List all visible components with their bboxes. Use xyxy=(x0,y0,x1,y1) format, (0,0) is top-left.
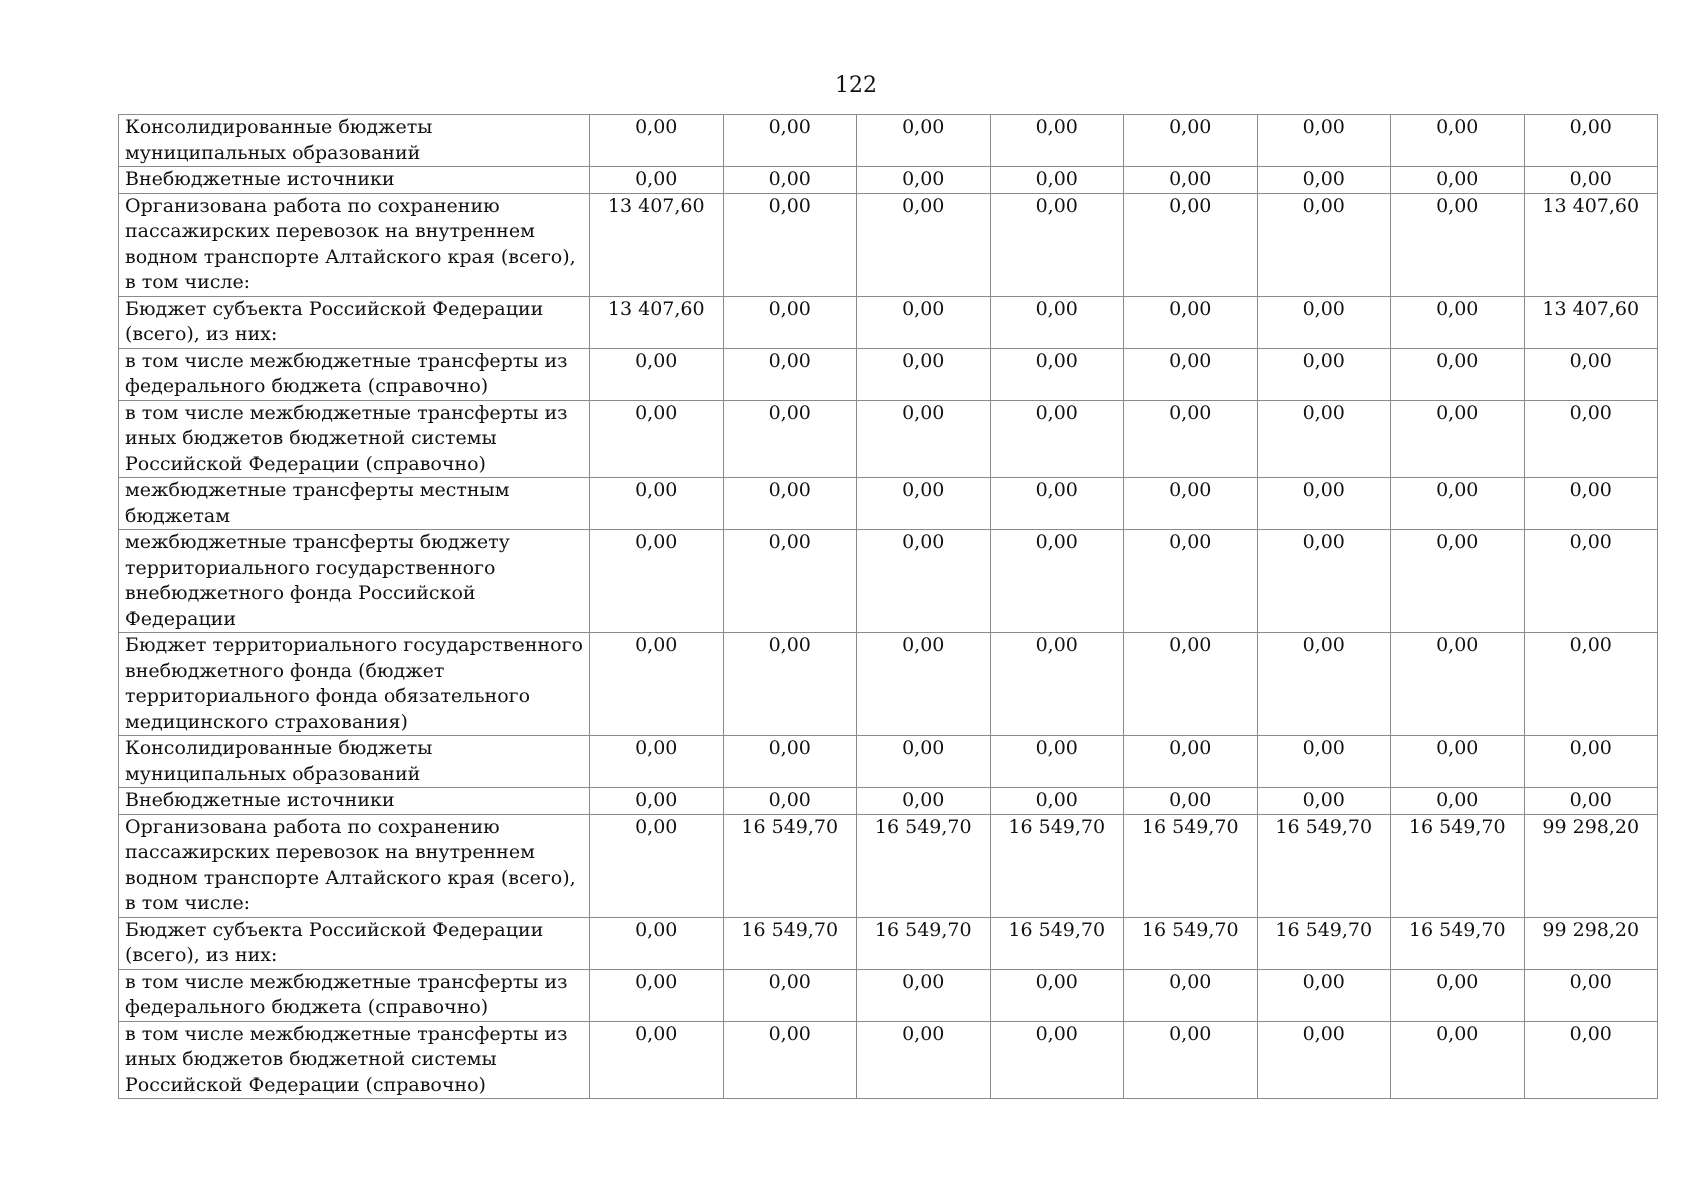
value-cell: 0,00 xyxy=(1524,530,1658,633)
value-cell: 0,00 xyxy=(1391,348,1525,400)
table-row xyxy=(119,788,1658,815)
table-row xyxy=(119,969,1658,1021)
value-cell: 0,00 xyxy=(1257,633,1391,736)
value-cell: 0,00 xyxy=(590,969,724,1021)
value-cell: 0,00 xyxy=(1257,167,1391,194)
row-label: межбюджетные трансферты бюджету территориального государственного внебюджетного фонда Российской Федерации xyxy=(119,530,590,633)
value-cell: 0,00 xyxy=(590,814,724,917)
value-cell: 0,00 xyxy=(990,736,1124,788)
value-cell: 0,00 xyxy=(990,400,1124,478)
value-cell: 0,00 xyxy=(1124,1021,1258,1099)
value-cell: 0,00 xyxy=(1257,193,1391,296)
row-label: в том числе межбюджетные трансферты из федерального бюджета (справочно) xyxy=(119,348,590,400)
table-row xyxy=(119,167,1658,194)
value-cell: 0,00 xyxy=(1124,400,1258,478)
value-cell: 0,00 xyxy=(590,633,724,736)
value-cell: 13 407,60 xyxy=(1524,296,1658,348)
value-cell: 0,00 xyxy=(857,193,991,296)
value-cell: 0,00 xyxy=(857,296,991,348)
table-row xyxy=(119,348,1658,400)
value-cell: 16 549,70 xyxy=(1391,814,1525,917)
value-cell: 0,00 xyxy=(723,348,857,400)
value-cell: 0,00 xyxy=(1257,530,1391,633)
value-cell: 0,00 xyxy=(590,400,724,478)
value-cell: 0,00 xyxy=(1391,400,1525,478)
value-cell: 0,00 xyxy=(590,348,724,400)
value-cell: 0,00 xyxy=(990,530,1124,633)
value-cell: 0,00 xyxy=(723,115,857,167)
page-number: 122 xyxy=(835,73,877,98)
value-cell: 0,00 xyxy=(857,400,991,478)
row-label: Бюджет территориального государственного внебюджетного фонда (бюджет территориального фонда обязательного медицинского страхования) xyxy=(119,633,590,736)
value-cell: 0,00 xyxy=(1257,969,1391,1021)
value-cell: 0,00 xyxy=(857,788,991,815)
value-cell: 0,00 xyxy=(1524,1021,1658,1099)
value-cell: 0,00 xyxy=(1524,969,1658,1021)
value-cell: 0,00 xyxy=(590,478,724,530)
value-cell: 0,00 xyxy=(857,1021,991,1099)
row-label: в том числе межбюджетные трансферты из федерального бюджета (справочно) xyxy=(119,969,590,1021)
table-row xyxy=(119,115,1658,167)
value-cell: 0,00 xyxy=(990,296,1124,348)
value-cell: 0,00 xyxy=(723,478,857,530)
value-cell: 0,00 xyxy=(990,478,1124,530)
value-cell: 0,00 xyxy=(1257,348,1391,400)
value-cell: 0,00 xyxy=(1124,736,1258,788)
value-cell: 16 549,70 xyxy=(857,917,991,969)
row-label: Организована работа по сохранению пассажирских перевозок на внутреннем водном транспорте Алтайского края (всего), в том числе: xyxy=(119,814,590,917)
value-cell: 0,00 xyxy=(723,530,857,633)
row-label: Бюджет субъекта Российской Федерации (всего), из них: xyxy=(119,917,590,969)
value-cell: 0,00 xyxy=(857,633,991,736)
value-cell: 0,00 xyxy=(990,167,1124,194)
value-cell: 0,00 xyxy=(1524,400,1658,478)
table-row xyxy=(119,736,1658,788)
value-cell: 0,00 xyxy=(1257,296,1391,348)
value-cell: 0,00 xyxy=(1124,115,1258,167)
value-cell: 0,00 xyxy=(1524,478,1658,530)
value-cell: 0,00 xyxy=(723,736,857,788)
value-cell: 0,00 xyxy=(990,115,1124,167)
table-row xyxy=(119,814,1658,917)
value-cell: 0,00 xyxy=(1524,348,1658,400)
value-cell: 0,00 xyxy=(1124,633,1258,736)
value-cell: 0,00 xyxy=(1257,478,1391,530)
value-cell: 13 407,60 xyxy=(1524,193,1658,296)
value-cell: 16 549,70 xyxy=(857,814,991,917)
row-label: Консолидированные бюджеты муниципальных образований xyxy=(119,736,590,788)
value-cell: 0,00 xyxy=(990,1021,1124,1099)
value-cell: 0,00 xyxy=(857,167,991,194)
value-cell: 0,00 xyxy=(857,736,991,788)
value-cell: 0,00 xyxy=(1257,788,1391,815)
value-cell: 0,00 xyxy=(1524,633,1658,736)
table-row xyxy=(119,296,1658,348)
value-cell: 16 549,70 xyxy=(1257,917,1391,969)
value-cell: 0,00 xyxy=(990,633,1124,736)
value-cell: 16 549,70 xyxy=(1124,814,1258,917)
value-cell: 0,00 xyxy=(590,115,724,167)
value-cell: 0,00 xyxy=(723,193,857,296)
value-cell: 0,00 xyxy=(1391,1021,1525,1099)
value-cell: 0,00 xyxy=(1124,296,1258,348)
value-cell: 0,00 xyxy=(723,296,857,348)
row-label: в том числе межбюджетные трансферты из иных бюджетов бюджетной системы Российской Федерации (справочно) xyxy=(119,400,590,478)
table-row xyxy=(119,917,1658,969)
table-row xyxy=(119,400,1658,478)
value-cell: 0,00 xyxy=(1524,167,1658,194)
value-cell: 0,00 xyxy=(990,969,1124,1021)
budget-table-body xyxy=(119,115,1658,1099)
value-cell: 0,00 xyxy=(1124,530,1258,633)
value-cell: 0,00 xyxy=(1391,478,1525,530)
value-cell: 0,00 xyxy=(1391,736,1525,788)
row-label: межбюджетные трансферты местным бюджетам xyxy=(119,478,590,530)
value-cell: 0,00 xyxy=(1124,193,1258,296)
value-cell: 0,00 xyxy=(1124,969,1258,1021)
value-cell: 0,00 xyxy=(590,736,724,788)
value-cell: 0,00 xyxy=(857,115,991,167)
value-cell: 0,00 xyxy=(1391,115,1525,167)
value-cell: 0,00 xyxy=(723,400,857,478)
table-row xyxy=(119,193,1658,296)
value-cell: 0,00 xyxy=(1524,736,1658,788)
value-cell: 0,00 xyxy=(723,969,857,1021)
value-cell: 0,00 xyxy=(1391,788,1525,815)
value-cell: 0,00 xyxy=(990,788,1124,815)
value-cell: 0,00 xyxy=(1391,296,1525,348)
value-cell: 0,00 xyxy=(990,348,1124,400)
value-cell: 16 549,70 xyxy=(723,814,857,917)
value-cell: 16 549,70 xyxy=(1391,917,1525,969)
value-cell: 0,00 xyxy=(1257,736,1391,788)
value-cell: 0,00 xyxy=(590,530,724,633)
value-cell: 0,00 xyxy=(857,530,991,633)
value-cell: 0,00 xyxy=(1524,115,1658,167)
value-cell: 0,00 xyxy=(857,348,991,400)
row-label: Бюджет субъекта Российской Федерации (всего), из них: xyxy=(119,296,590,348)
value-cell: 0,00 xyxy=(1391,167,1525,194)
value-cell: 0,00 xyxy=(723,167,857,194)
value-cell: 0,00 xyxy=(590,917,724,969)
value-cell: 0,00 xyxy=(590,788,724,815)
row-label: Внебюджетные источники xyxy=(119,788,590,815)
value-cell: 0,00 xyxy=(590,1021,724,1099)
value-cell: 99 298,20 xyxy=(1524,917,1658,969)
table-row xyxy=(119,478,1658,530)
value-cell: 0,00 xyxy=(1257,1021,1391,1099)
row-label: в том числе межбюджетные трансферты из иных бюджетов бюджетной системы Российской Федерации (справочно) xyxy=(119,1021,590,1099)
table-row xyxy=(119,633,1658,736)
value-cell: 0,00 xyxy=(990,193,1124,296)
value-cell: 16 549,70 xyxy=(990,814,1124,917)
value-cell: 16 549,70 xyxy=(1124,917,1258,969)
value-cell: 16 549,70 xyxy=(990,917,1124,969)
value-cell: 0,00 xyxy=(857,969,991,1021)
value-cell: 0,00 xyxy=(1124,788,1258,815)
row-label: Внебюджетные источники xyxy=(119,167,590,194)
value-cell: 0,00 xyxy=(723,633,857,736)
row-label: Консолидированные бюджеты муниципальных образований xyxy=(119,115,590,167)
value-cell: 13 407,60 xyxy=(590,296,724,348)
value-cell: 0,00 xyxy=(723,788,857,815)
value-cell: 0,00 xyxy=(590,167,724,194)
row-label: Организована работа по сохранению пассажирских перевозок на внутреннем водном транспорте Алтайского края (всего), в том числе: xyxy=(119,193,590,296)
value-cell: 0,00 xyxy=(1524,788,1658,815)
value-cell: 0,00 xyxy=(1391,193,1525,296)
value-cell: 0,00 xyxy=(1391,633,1525,736)
value-cell: 16 549,70 xyxy=(1257,814,1391,917)
value-cell: 0,00 xyxy=(1124,478,1258,530)
value-cell: 0,00 xyxy=(857,478,991,530)
table-row xyxy=(119,1021,1658,1099)
value-cell: 0,00 xyxy=(1257,115,1391,167)
value-cell: 0,00 xyxy=(1257,400,1391,478)
table-row xyxy=(119,530,1658,633)
value-cell: 0,00 xyxy=(1124,348,1258,400)
value-cell: 0,00 xyxy=(1391,530,1525,633)
budget-table xyxy=(118,114,1658,1099)
value-cell: 0,00 xyxy=(1391,969,1525,1021)
value-cell: 99 298,20 xyxy=(1524,814,1658,917)
value-cell: 16 549,70 xyxy=(723,917,857,969)
value-cell: 0,00 xyxy=(1124,167,1258,194)
value-cell: 13 407,60 xyxy=(590,193,724,296)
value-cell: 0,00 xyxy=(723,1021,857,1099)
